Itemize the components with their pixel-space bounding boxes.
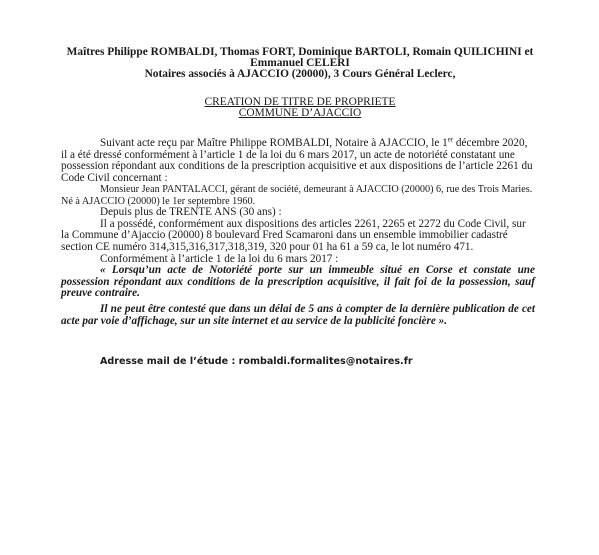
paragraph-conformity: Conformément à l’article 1 de la loi du 6 mars 2017 : <box>100 252 339 265</box>
quote-paragraph-2: Il ne peut être contesté que dans un délai de 5 ans à compter de la dernière publication de cet acte par voie d’affichage, sur un site internet et au service de la publicité foncière ». <box>61 302 535 327</box>
office-email: Adresse mail de l’étude : rombaldi.formalites@notaires.fr <box>100 356 413 367</box>
quote-paragraph-1: « Lorsqu’un acte de Notoriété porte sur un immeuble situé en Corse et constate une possession répondant aux conditions de la prescription acquisitive, il fait foi de la possession, sauf preuve contraire. <box>61 264 535 300</box>
deed-superscript: er <box>447 135 454 144</box>
paragraph-possession: Il a possédé, conformément aux dispositions des articles 2261, 2265 et 2272 du Code Civil, sur la Commune d’Ajaccio (20000) 8 boulevard Fred Scamaroni dans un ensemble immobilier cadastré section CE numéro 314,315,316,317,318,319, 320 pour 01 ha 61 a 59 ca, le lot numéro 471. <box>61 217 526 253</box>
header-line-3: Notaires associés à AJACCIO (20000), 3 Cours Général Leclerc, <box>144 68 456 80</box>
header-line-2: Emmanuel CELERI <box>250 57 350 69</box>
deed-text-start: Suivant acte reçu par Maître Philippe ROMBALDI, Notaire à AJACCIO, le 1 <box>100 137 448 149</box>
deed-text-end: décembre 2020, il a été dressé conformément à l’article 1 de la loi du 6 mars 2017, un acte de notoriété constatant une possession répondant aux conditions de la prescription acquisitive et aux dispositions de l’article 2261 du Code Civil concernant : <box>61 137 533 184</box>
notice-body <box>61 135 535 327</box>
paragraph-duration: Depuis plus de TRENTE ANS (30 ans) : <box>100 206 282 219</box>
header-line-1: Maîtres Philippe ROMBALDI, Thomas FORT, Dominique BARTOLI, Romain QUILICHINI et <box>66 46 534 58</box>
title-line-1: CREATION DE TITRE DE PROPRIETE <box>204 96 396 108</box>
notice-title <box>60 97 540 119</box>
notaries-header <box>60 47 540 80</box>
paragraph-deed <box>61 135 535 184</box>
paragraph-person: Monsieur Jean PANTALACCI, gérant de société, demeurant à AJACCIO (20000) 6, rue des Trois Maries. Né à AJACCIO (20000) le 1er septembre 1960. <box>61 184 533 207</box>
title-line-2: COMMUNE D’AJACCIO <box>238 107 362 119</box>
